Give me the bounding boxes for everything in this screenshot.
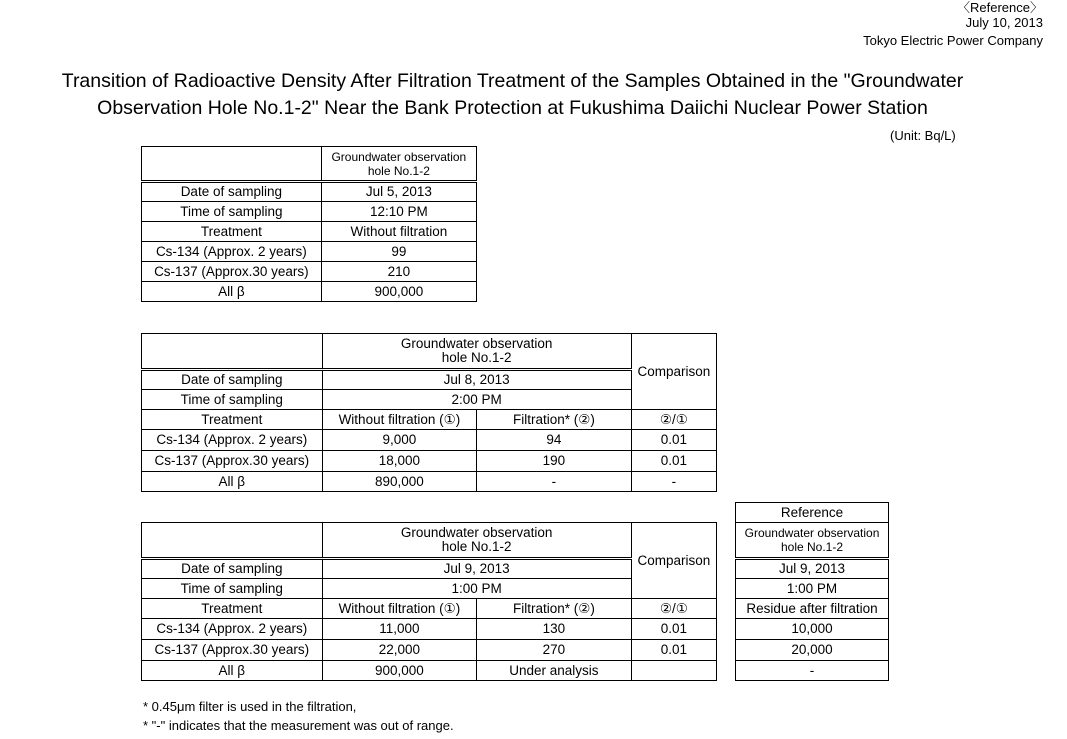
document-title — [0, 68, 1025, 122]
footnote-range: * "-" indicates that the measurement was out of range. — [143, 718, 454, 733]
sampling-time: 1:00 PM — [736, 579, 889, 599]
row-label: Cs-134 (Approx. 2 years) — [142, 430, 323, 451]
treatment-filtration: Filtration* (②) — [477, 410, 632, 430]
row-label: Time of sampling — [142, 390, 323, 410]
table-row — [142, 599, 717, 619]
table-row — [142, 262, 477, 282]
allbeta-value: - — [736, 661, 889, 681]
document-date: July 10, 2013 — [965, 15, 1043, 30]
table-row — [142, 410, 717, 430]
table-row — [142, 523, 717, 559]
table-row — [142, 370, 717, 390]
title-line-2: Observation Hole No.1-2" Near the Bank Protection at Fukushima Daiichi Nuclear Power Station — [97, 97, 928, 119]
table-row — [142, 661, 717, 681]
table-row — [142, 619, 717, 640]
row-label: Date of sampling — [142, 182, 322, 202]
cs134-value: 10,000 — [736, 619, 889, 640]
table-row — [142, 390, 717, 410]
table-row — [142, 430, 717, 451]
company-name: Tokyo Electric Power Company — [863, 33, 1043, 48]
sampling-time: 1:00 PM — [322, 579, 631, 599]
row-label: Time of sampling — [142, 579, 323, 599]
cs137-without: 18,000 — [322, 451, 477, 472]
table-row — [736, 503, 889, 523]
row-label: Treatment — [142, 410, 323, 430]
column-header: Groundwater observation hole No.1-2 — [322, 334, 631, 370]
allbeta-filtration: - — [477, 472, 632, 492]
table-row — [142, 559, 717, 579]
unit-label: (Unit: Bq/L) — [890, 128, 956, 143]
cs134-without: 11,000 — [322, 619, 477, 640]
table-jul8 — [141, 333, 717, 492]
cs134-ratio: 0.01 — [631, 430, 716, 451]
cs137-value: 20,000 — [736, 640, 889, 661]
treatment-without-filtration: Without filtration (①) — [322, 599, 477, 619]
reference-tag: 〈Reference〉 — [957, 0, 1043, 15]
treatment-value: Residue after filtration — [736, 599, 889, 619]
sampling-date: Jul 9, 2013 — [736, 559, 889, 579]
row-label: All β — [142, 661, 323, 681]
row-label: Cs-134 (Approx. 2 years) — [142, 242, 322, 262]
table-row — [142, 579, 717, 599]
table-row — [142, 334, 717, 370]
table-row — [142, 472, 717, 492]
cs137-ratio: 0.01 — [631, 640, 716, 661]
sampling-date: Jul 8, 2013 — [322, 370, 631, 390]
table-row — [736, 579, 889, 599]
sampling-time: 12:10 PM — [321, 202, 476, 222]
reference-title: Reference — [736, 503, 889, 523]
allbeta-ratio — [631, 661, 716, 681]
table-row — [736, 559, 889, 579]
allbeta-without: 900,000 — [322, 661, 477, 681]
table-jul5 — [141, 146, 477, 302]
cs134-filtration: 130 — [477, 619, 632, 640]
ratio-label: ②/① — [631, 599, 716, 619]
empty-header-cell — [142, 147, 322, 182]
treatment-filtration: Filtration* (②) — [477, 599, 632, 619]
sampling-time: 2:00 PM — [322, 390, 631, 410]
sampling-date: Jul 5, 2013 — [321, 182, 476, 202]
comparison-header: Comparison — [631, 523, 716, 599]
cs137-filtration: 270 — [477, 640, 632, 661]
table-row — [142, 222, 477, 242]
row-label: Date of sampling — [142, 370, 323, 390]
table-row — [142, 451, 717, 472]
table-row — [736, 523, 889, 559]
allbeta-ratio: - — [631, 472, 716, 492]
cs134-filtration: 94 — [477, 430, 632, 451]
cs134-without: 9,000 — [322, 430, 477, 451]
treatment-value: Without filtration — [321, 222, 476, 242]
table-row — [142, 182, 477, 202]
column-header: Groundwater observation hole No.1-2 — [736, 523, 889, 559]
row-label: All β — [142, 282, 322, 302]
footnote-filter: * 0.45μm filter is used in the filtration, — [143, 699, 357, 714]
table-row — [736, 619, 889, 640]
row-label: Treatment — [142, 599, 323, 619]
comparison-header: Comparison — [631, 334, 716, 410]
column-header: Groundwater observation hole No.1-2 — [322, 523, 631, 559]
column-header: Groundwater observation hole No.1-2 — [321, 147, 476, 182]
row-label: Treatment — [142, 222, 322, 242]
table-row — [142, 282, 477, 302]
cs134-ratio: 0.01 — [631, 619, 716, 640]
allbeta-without: 890,000 — [322, 472, 477, 492]
cs134-value: 99 — [321, 242, 476, 262]
row-label: Date of sampling — [142, 559, 323, 579]
cs137-ratio: 0.01 — [631, 451, 716, 472]
cs137-without: 22,000 — [322, 640, 477, 661]
title-line-1: Transition of Radioactive Density After Filtration Treatment of the Samples Obtained in the "Groundwater — [61, 70, 964, 92]
allbeta-filtration: Under analysis — [477, 661, 632, 681]
reference-table — [735, 502, 889, 681]
table-row — [142, 640, 717, 661]
allbeta-value: 900,000 — [321, 282, 476, 302]
row-label: Cs-137 (Approx.30 years) — [142, 262, 322, 282]
row-label: Cs-137 (Approx.30 years) — [142, 640, 323, 661]
table-row — [736, 640, 889, 661]
empty-header-cell — [142, 523, 323, 559]
ratio-label: ②/① — [631, 410, 716, 430]
sampling-date: Jul 9, 2013 — [322, 559, 631, 579]
treatment-without-filtration: Without filtration (①) — [322, 410, 477, 430]
table-row — [142, 147, 477, 182]
row-label: All β — [142, 472, 323, 492]
cs137-value: 210 — [321, 262, 476, 282]
table-row — [142, 202, 477, 222]
empty-header-cell — [142, 334, 323, 370]
table-row — [736, 661, 889, 681]
row-label: Cs-137 (Approx.30 years) — [142, 451, 323, 472]
table-jul9 — [141, 522, 717, 681]
row-label: Cs-134 (Approx. 2 years) — [142, 619, 323, 640]
table-row — [142, 242, 477, 262]
table-row — [736, 599, 889, 619]
cs137-filtration: 190 — [477, 451, 632, 472]
row-label: Time of sampling — [142, 202, 322, 222]
